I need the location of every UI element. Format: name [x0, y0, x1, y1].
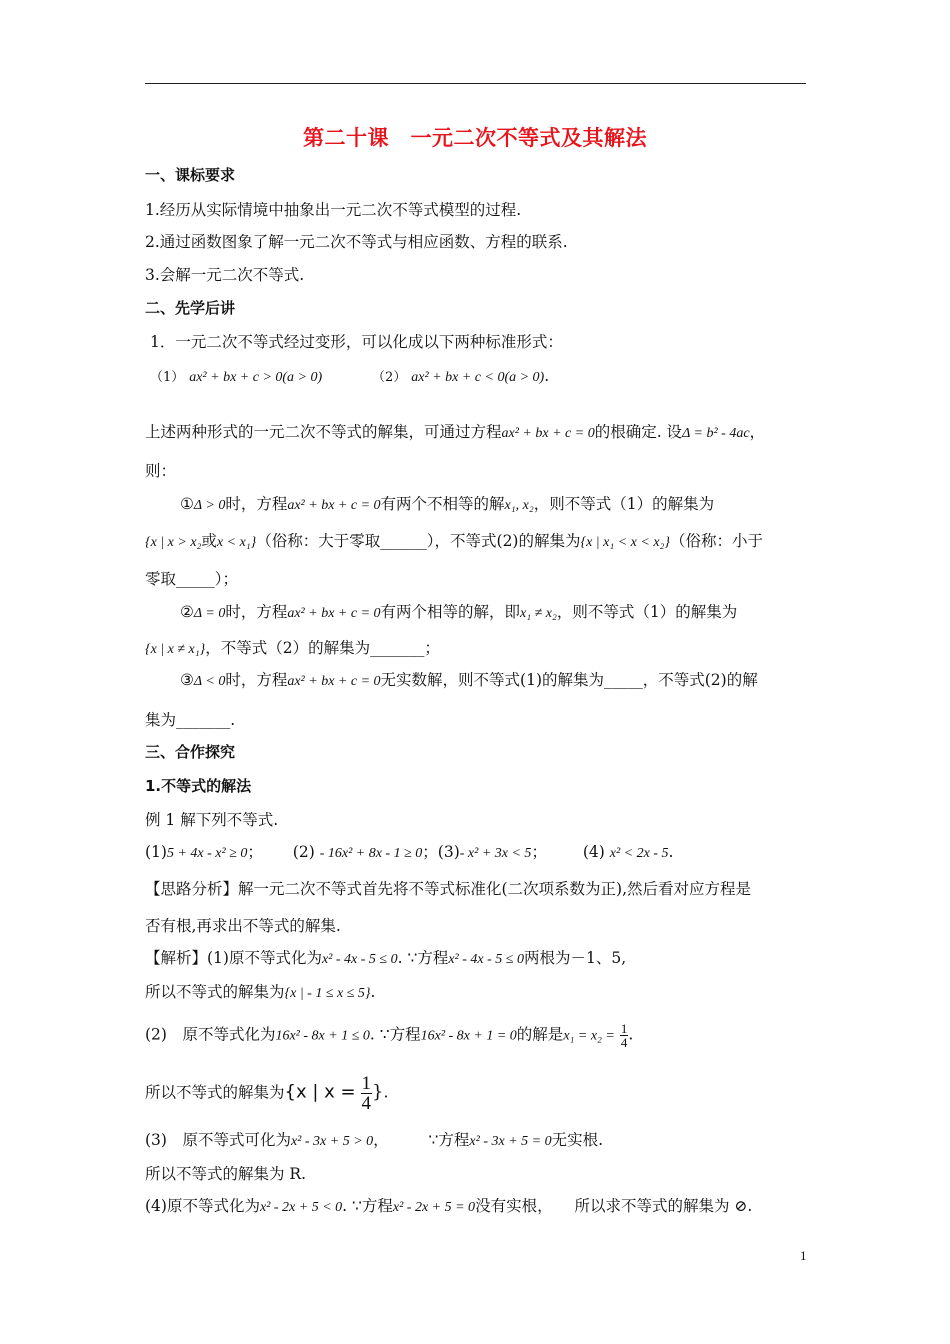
form2-label: （2）	[372, 370, 407, 385]
solution-1-line-b	[145, 980, 810, 1002]
fraction-denominator: 4	[620, 1035, 628, 1050]
case2-set: {x | x ≠ x₁}	[145, 642, 206, 657]
case2-condition: Δ = 0	[193, 606, 226, 621]
case3-condition: Δ < 0	[193, 674, 226, 689]
sol3-formula-1: x² - 3x + 5 > 0	[290, 1134, 374, 1149]
header-rule	[145, 83, 806, 84]
p1-text-d: 则：	[145, 462, 177, 480]
form2-formula: ax² + bx + c < 0(a > 0)	[411, 370, 545, 385]
case1-text-c: 有两个不相等的解	[380, 495, 505, 513]
sol2-text-a: (2) 原不等式化为	[145, 1025, 276, 1044]
fraction-numerator-large: 1	[361, 1073, 372, 1094]
form1-formula: ax² + bx + c > 0(a > 0)	[189, 370, 323, 385]
sol3-formula-2: x² - 3x + 5 = 0	[469, 1134, 552, 1149]
ex2-end: ；(3)	[422, 843, 460, 861]
sol2-text-d: 所以不等式的解集为	[145, 1083, 285, 1102]
page-title: 第二十课 一元二次不等式及其解法	[303, 126, 647, 150]
case1-text-b: 时，方程	[225, 495, 288, 513]
heading-explore: 三、合作探究	[145, 743, 236, 761]
sol2-text-e: .	[383, 1083, 389, 1102]
case1-set2: {x | x₁ < x < x₂}	[580, 535, 671, 550]
case3-text-c: 无实数解，则不等式(1)的解集为_____，不等式(2)的解	[380, 671, 758, 689]
sol3-text-e: 所以不等式的解集为 R.	[145, 1165, 307, 1183]
form1-label: （1）	[150, 370, 185, 385]
solution-4-line	[145, 1194, 810, 1216]
requirement-2: 2.通过函数图象了解一元二次不等式与相应函数、方程的联系.	[145, 233, 568, 251]
ex3-formula: - x² + 3x < 5	[459, 846, 532, 861]
case1-text-e: （俗称：大于零取______），不等式(2)的解集为	[256, 532, 581, 550]
ex1-label: (1)	[145, 843, 167, 861]
case1-text-g: 零取_____）；	[145, 570, 239, 588]
sol4-text-e: .	[747, 1197, 753, 1215]
sol3-text-b: ，	[373, 1131, 389, 1149]
case2-equation: ax² + bx + c = 0	[287, 606, 381, 621]
sol4-text-a: (4)原不等式化为	[145, 1197, 260, 1215]
sol4-formula-2: x² - 2x + 5 = 0	[392, 1200, 476, 1215]
solution-set-paragraph	[145, 420, 810, 442]
case3-text-d: 集为_______.	[145, 711, 236, 729]
sol2-end: .	[628, 1025, 634, 1044]
sol3-text-d: 无实根.	[551, 1131, 604, 1149]
case1-or: 或	[201, 532, 217, 550]
fraction-numerator: 1	[620, 1021, 628, 1036]
p1-text-c: ，	[749, 423, 766, 441]
case-1-line-a	[180, 492, 845, 514]
solution-2-line-b	[145, 1074, 810, 1113]
sol4-text-b: . ∵方程	[342, 1197, 393, 1215]
sol2-roots: x₁ = x₂ =	[563, 1028, 615, 1044]
form-end: .	[544, 367, 550, 385]
case2-roots: x₁ ≠ x₂	[520, 606, 557, 621]
case-1-line-b	[145, 529, 810, 551]
case1-text-f: （俗称：小于	[670, 532, 764, 550]
example-intro: 例 1 解下列不等式.	[145, 811, 279, 829]
sol3-text-a: (3) 原不等式可化为	[145, 1131, 291, 1149]
case1-set1: {x | x > x₂	[145, 535, 202, 550]
heading-curriculum: 一、课标要求	[145, 166, 236, 184]
ex2-label: (2)	[292, 843, 315, 861]
requirement-3: 3.会解一元二次不等式.	[145, 266, 305, 284]
example-problems	[145, 840, 810, 862]
ex4-end: .	[668, 843, 674, 861]
sol1-formula-1: x² - 4x - 5 ≤ 0	[321, 952, 398, 967]
solution-3-line-a	[145, 1128, 810, 1150]
case3-marker: ③	[180, 671, 194, 689]
sol3-text-c: ∵方程	[428, 1131, 470, 1149]
case1-equation: ax² + bx + c = 0	[287, 498, 381, 513]
fraction-one-quarter-large	[361, 1074, 373, 1113]
p1-equation: ax² + bx + c = 0	[501, 426, 595, 441]
ex4-label: (4)	[582, 843, 605, 861]
case1-set1b: x < x₁}	[216, 535, 257, 550]
case2-text-e: ，不等式（2）的解集为_______；	[205, 639, 440, 657]
ex1-end: ；	[247, 843, 263, 861]
case-2-line-a	[180, 600, 845, 622]
subheading-solving: 1.不等式的解法	[145, 777, 252, 795]
fraction-denominator-large: 4	[361, 1093, 372, 1114]
case2-text-b: 时，方程	[225, 603, 288, 621]
sol2-text-c: 的解是	[516, 1025, 564, 1044]
page-number: 1	[800, 1248, 807, 1263]
case2-text-d: ，则不等式（1）的解集为	[556, 603, 738, 621]
sol4-text-d: 所以求不等式的解集为	[574, 1197, 730, 1215]
sol1-text-d: 所以不等式的解集为	[145, 983, 285, 1001]
sol4-text-c: 没有实根，	[475, 1197, 553, 1215]
case-2-line-b	[145, 636, 810, 658]
sol2-text-b: . ∵方程	[369, 1025, 421, 1044]
analysis-line-a: 【思路分析】解一元二次不等式首先将不等式标准化(二次项系数为正),然后看对应方程是	[145, 880, 752, 898]
sol2-set-end: }	[372, 1081, 384, 1103]
sol1-set: {x | - 1 ≤ x ≤ 5}	[284, 986, 371, 1001]
sol2-set: {x | x =	[284, 1081, 356, 1103]
sol1-text-c: 两根为－1、5,	[523, 949, 627, 967]
case1-condition: Δ > 0	[193, 498, 226, 513]
ex4-formula: x² < 2x - 5	[609, 846, 669, 861]
case1-text-d: ，则不等式（1）的解集为	[533, 495, 715, 513]
case1-marker: ①	[180, 495, 194, 513]
sol1-text-a: 【解析】(1)原不等式化为	[145, 949, 322, 967]
sol2-formula-1: 16x² - 8x + 1 ≤ 0	[275, 1028, 370, 1044]
standard-forms	[150, 366, 815, 386]
ex3-end: ；	[531, 843, 547, 861]
analysis-line-b: 否有根,再求出不等式的解集.	[145, 917, 341, 935]
p1-text-a: 上述两种形式的一元二次不等式的解集，可通过方程	[145, 423, 502, 441]
p1-text-b: 的根确定. 设	[594, 423, 683, 441]
solution-1-line-a	[145, 946, 810, 968]
case3-text-b: 时，方程	[225, 671, 288, 689]
sol4-formula-1: x² - 2x + 5 < 0	[259, 1200, 343, 1215]
ex1-formula: 5 + 4x - x² ≥ 0	[166, 846, 248, 861]
case2-text-c: 有两个相等的解，即	[380, 603, 521, 621]
heading-learn: 二、先学后讲	[145, 299, 236, 317]
sol1-text-e: .	[370, 983, 376, 1001]
ex2-formula: - 16x² + 8x - 1 ≥ 0	[319, 846, 423, 861]
sol1-formula-2: x² - 4x - 5 ≤ 0	[448, 952, 524, 967]
discriminant-formula: Δ = b² - 4ac	[682, 426, 750, 441]
sol2-formula-2: 16x² - 8x + 1 = 0	[420, 1028, 517, 1044]
case3-equation: ax² + bx + c = 0	[287, 674, 381, 689]
case1-roots: x₁, x₂	[504, 498, 534, 513]
empty-set-symbol: ⊘	[734, 1197, 748, 1215]
requirement-1: 1.经历从实际情境中抽象出一元二次不等式模型的过程.	[145, 201, 522, 219]
case-3-line-a	[180, 668, 845, 690]
solution-2-line-a	[145, 1022, 810, 1049]
case2-marker: ②	[180, 603, 194, 621]
sol1-text-b: . ∵方程	[397, 949, 449, 967]
standard-forms-intro: 1．一元二次不等式经过变形，可以化成以下两种标准形式：	[150, 333, 563, 351]
